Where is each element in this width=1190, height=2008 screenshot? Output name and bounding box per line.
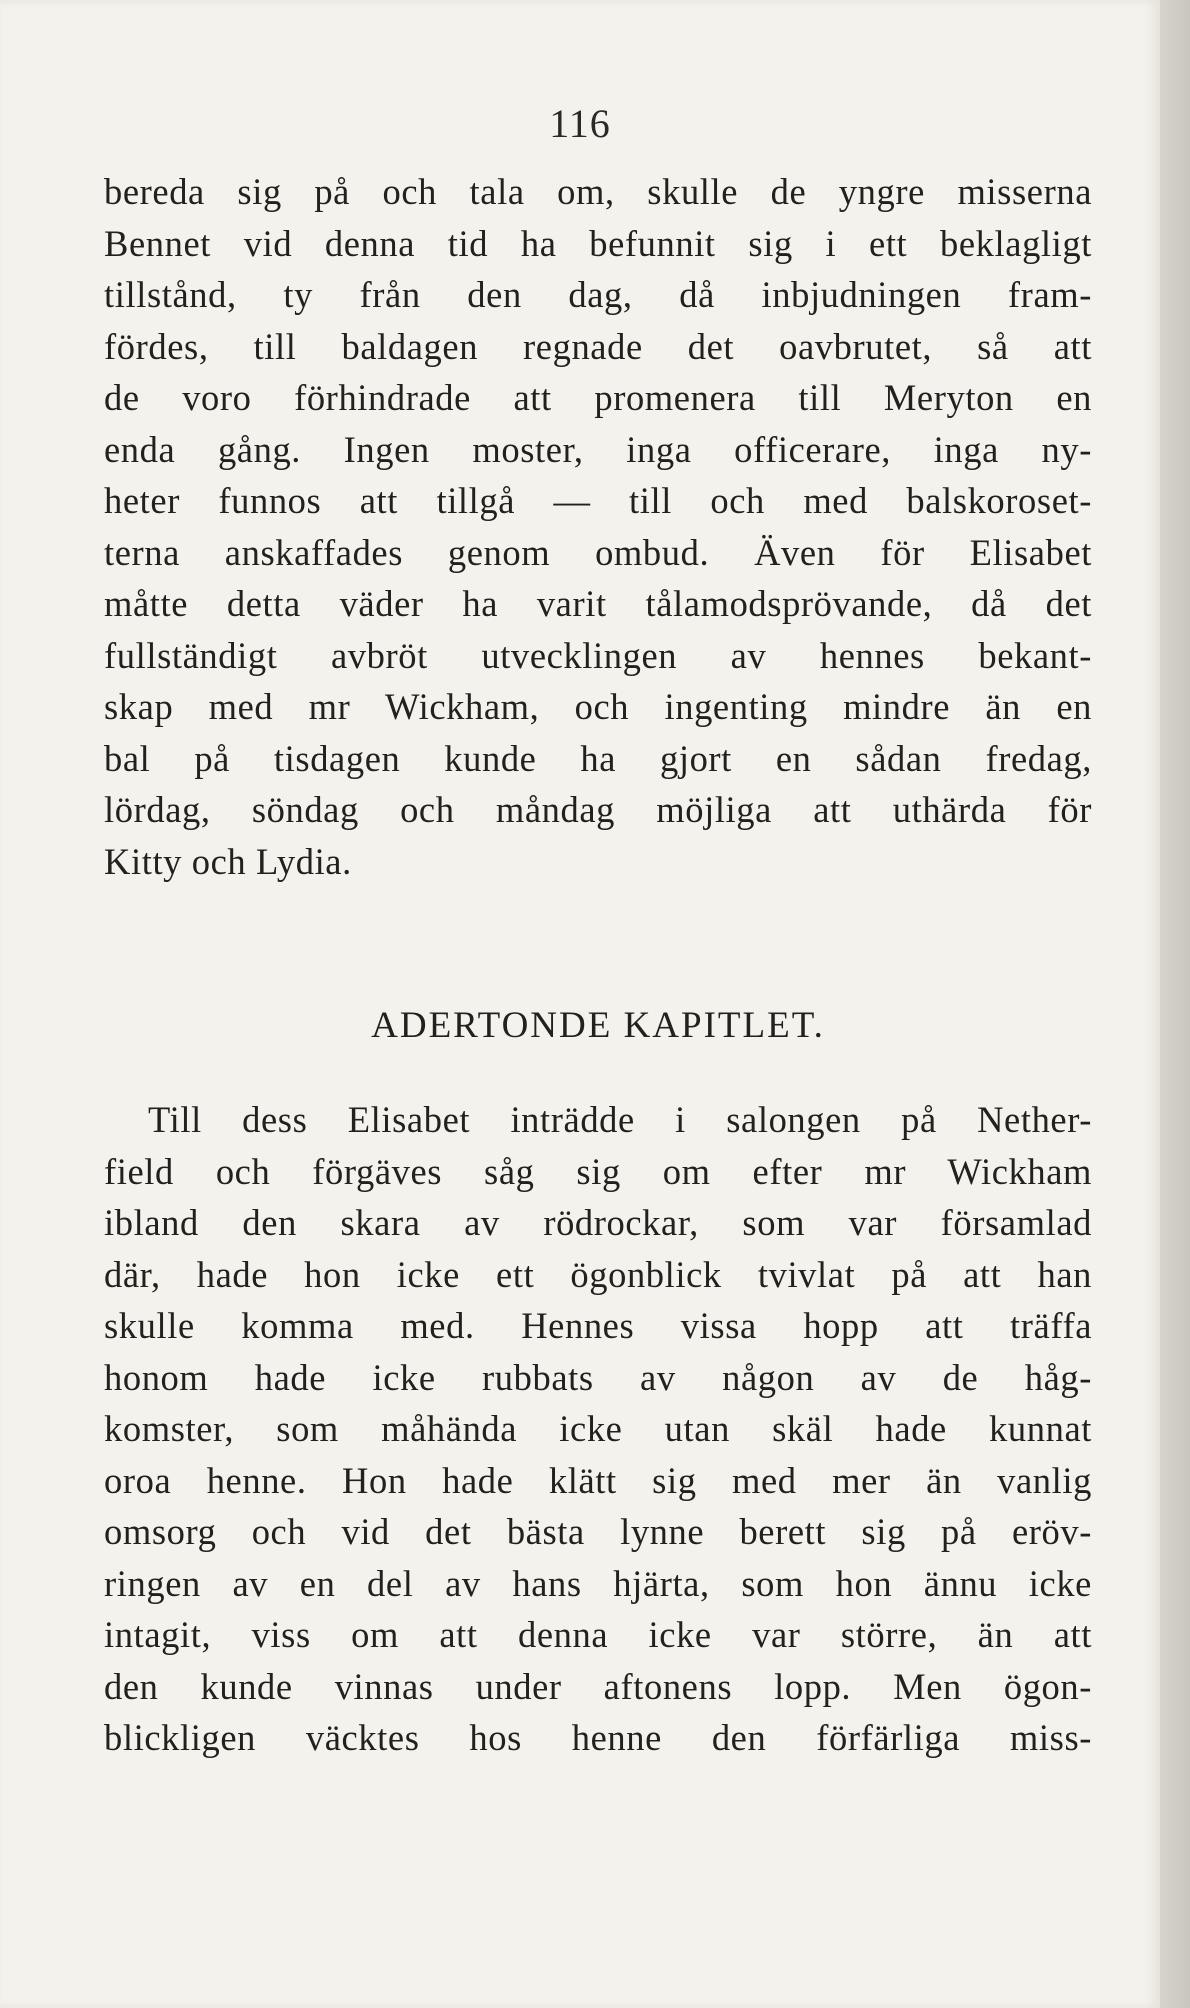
text-line: field och förgäves såg sig om efter mr Wickham — [104, 1150, 1092, 1192]
text-line: ibland den skara av rödrockar, som var församlad — [104, 1202, 1092, 1243]
text-line: skap med mr Wickham, och ingenting mindre än en — [104, 686, 1092, 727]
text-line: ringen av en del av hans hjärta, som hon ännu icke — [104, 1562, 1092, 1604]
text-line: terna anskaffades genom ombud. Även för Elisabet — [104, 531, 1092, 573]
text-line: heter funnos att tillgå — till och med balskoroset- — [104, 480, 1092, 521]
text-line: skulle komma med. Hennes vissa hopp att träffa — [104, 1305, 1092, 1346]
chapter-heading: ADERTONDE KAPITLET. — [371, 1005, 825, 1046]
text-line: bereda sig på och tala om, skulle de yngre misserna — [104, 171, 1092, 212]
text-line: bal på tisdagen kunde ha gjort en sådan fredag, — [104, 737, 1092, 779]
page-edge — [1160, 0, 1190, 2008]
paragraph-2 — [104, 1094, 1092, 1764]
text-line: måtte detta väder ha varit tålamodsprövande, då det — [104, 583, 1092, 624]
text-line: tillstånd, ty från den dag, då inbjudningen fram- — [104, 274, 1092, 315]
text-line: intagit, viss om att denna icke var större, än att — [104, 1614, 1092, 1655]
text-line: de voro förhindrade att promenera till Meryton en — [104, 377, 1092, 418]
text-line: där, hade hon icke ett ögonblick tvivlat på att han — [104, 1253, 1092, 1295]
page-number: 116 — [549, 101, 611, 146]
text-line: lördag, söndag och måndag möjliga att uthärda för — [104, 789, 1092, 830]
paragraph-1 — [104, 166, 1092, 887]
text-line: Bennet vid denna tid ha befunnit sig i ett beklagligt — [104, 222, 1092, 264]
text-line: omsorg och vid det bästa lynne berett sig på eröv- — [104, 1511, 1092, 1552]
text-line: fördes, till baldagen regnade det oavbrutet, så att — [104, 325, 1092, 367]
text-line: oroa henne. Hon hade klätt sig med mer än vanlig — [104, 1459, 1092, 1501]
text-line: Till dess Elisabet inträdde i salongen på Nether- — [148, 1099, 1092, 1140]
text-line: komster, som måhända icke utan skäl hade kunnat — [104, 1408, 1092, 1449]
text-line: honom hade icke rubbats av någon av de håg- — [104, 1356, 1092, 1398]
text-line: Kitty och Lydia. — [104, 840, 352, 882]
text-line: enda gång. Ingen moster, inga officerare, inga ny- — [104, 428, 1092, 470]
text-line: den kunde vinnas under aftonens lopp. Men ögon- — [104, 1665, 1092, 1707]
text-line: blickligen väcktes hos henne den förfärliga miss- — [104, 1717, 1092, 1758]
text-line: fullständigt avbröt utvecklingen av hennes bekant- — [104, 634, 1092, 676]
